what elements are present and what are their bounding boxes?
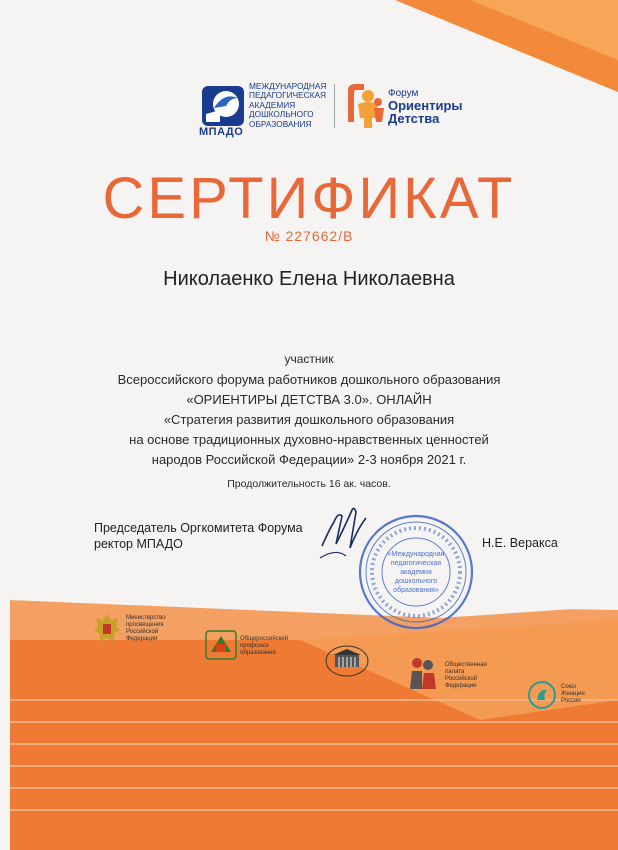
- partner-label-line: России: [561, 698, 581, 704]
- header-logos: [0, 78, 618, 138]
- forum-name: [388, 88, 463, 125]
- partner-label-line: Федерации: [126, 636, 158, 642]
- forum-name-line: Детства: [388, 111, 440, 126]
- union-label: [240, 636, 288, 657]
- public-chamber-label: [445, 662, 487, 690]
- partner-label-line: Общественная: [445, 662, 487, 668]
- ministry-label: [126, 615, 166, 643]
- partner-label-line: просвещения: [126, 622, 164, 628]
- certificate-number: № 227662/В: [264, 228, 354, 244]
- ministry-emblem-icon: [92, 612, 122, 646]
- signer-position: [94, 520, 303, 552]
- mpado-abbreviation: МПАДО: [199, 126, 244, 138]
- signer-position-line: Председатель Оргкомитета Форума: [94, 521, 303, 535]
- mpado-name-line: ПЕДАГОГИЧЕСКАЯ: [249, 90, 327, 101]
- partner-label-line: образования: [240, 650, 276, 656]
- women-union-label: [561, 684, 585, 705]
- stamp-line: образования»: [393, 587, 439, 594]
- state-duma-icon: [325, 645, 369, 677]
- partner-label-line: Российской: [126, 629, 159, 635]
- partner-label-line: Союз: [561, 684, 576, 690]
- description-line: «Стратегия развития дошкольного образования: [163, 412, 455, 427]
- recipient-role: участник: [284, 352, 334, 366]
- women-union-icon: [527, 680, 557, 710]
- organization-stamp: [356, 512, 476, 632]
- signer-position-line: ректор МПАДО: [94, 537, 183, 551]
- partner-label-line: Министерство: [126, 615, 166, 621]
- partner-label-line: Общероссийский: [240, 636, 289, 642]
- signer-name: Н.Е. Веракса: [482, 536, 558, 550]
- forum-children-icon: [344, 82, 386, 130]
- mpado-name-line: АКАДЕМИЯ: [249, 99, 296, 110]
- stamp-line: академия: [400, 569, 432, 576]
- stamp-line: дошкольного: [394, 578, 438, 585]
- partner-label-line: профсоюз: [240, 643, 269, 649]
- recipient-name: Николаенко Елена Николаевна: [163, 268, 455, 290]
- forum-name-line: Ориентиры: [388, 98, 463, 113]
- union-logo-icon: [205, 630, 237, 660]
- partner-label-line: Женщин: [561, 691, 585, 697]
- description-line: на основе традиционных духовно-нравственных ценностей: [129, 432, 489, 447]
- mpado-full-name: [249, 82, 339, 129]
- logo-divider: [334, 84, 335, 128]
- partner-label-line: палата: [445, 669, 465, 675]
- description-line: Всероссийского форума работников дошкольного образования: [117, 372, 501, 387]
- description-line: народов Российской Федерации» 2-3 ноября 2021 г.: [151, 452, 467, 467]
- forum-name-line: Форум: [388, 88, 419, 99]
- stamp-line: «Международная: [387, 551, 445, 558]
- description-line: «ОРИЕНТИРЫ ДЕТСТВА 3.0». ОНЛАЙН: [186, 392, 432, 407]
- mpado-emblem-icon: [200, 84, 246, 128]
- certificate-title: СЕРТИФИКАТ: [102, 166, 516, 231]
- public-chamber-icon: [408, 655, 442, 691]
- mpado-name-line: ОБРАЗОВАНИЯ: [249, 118, 312, 129]
- mpado-name-line: МЕЖДУНАРОДНАЯ: [249, 81, 327, 91]
- course-duration: Продолжительность 16 ак. часов.: [227, 478, 391, 490]
- mpado-name-line: ДОШКОЛЬНОГО: [249, 109, 314, 120]
- stamp-line: педагогическая: [390, 560, 442, 567]
- partner-label-line: Российской: [445, 676, 478, 682]
- partner-label-line: Федерации: [445, 683, 477, 689]
